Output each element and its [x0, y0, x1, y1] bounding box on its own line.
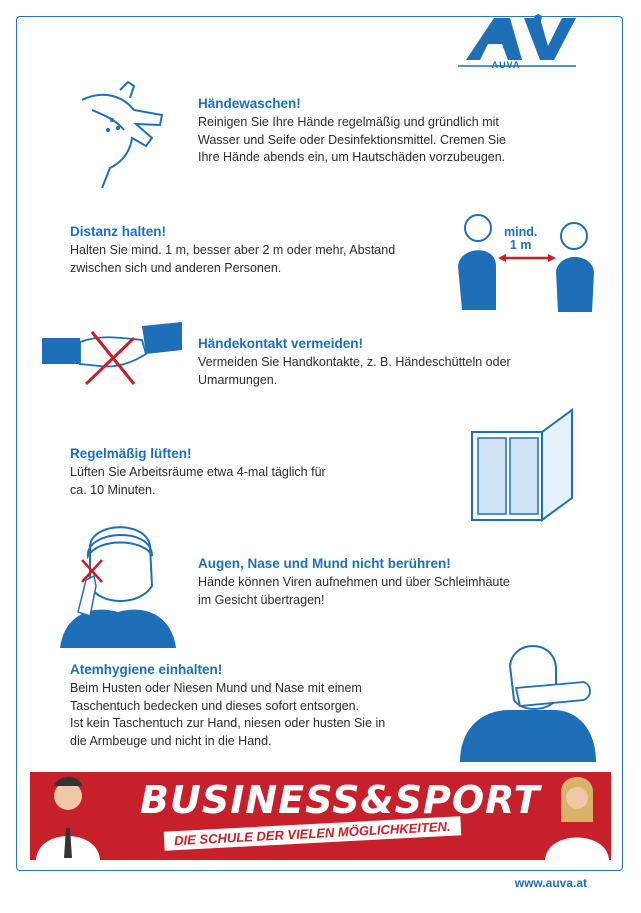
hand-washing-icon [72, 80, 172, 190]
handshake-crossed-icon [42, 320, 182, 390]
section-body: Halten Sie mind. 1 m, besser aber 2 m oder mehr, Abstand zwischen sich und anderen Personen. [70, 243, 396, 275]
distance-label-line2: 1 m [509, 238, 532, 252]
section-title: Augen, Nase und Mund nicht berühren! [198, 556, 451, 571]
section-title: Atemhygiene einhalten! [70, 662, 223, 677]
section-handwashing [198, 96, 506, 167]
section-body: Reinigen Sie Ihre Hände regelmäßig und gründlich mit Wasser und Seife oder Desinfektionsmittel. Cremen Sie Ihre Hände abends ein, um Hautschäden vorzubeugen. [198, 115, 507, 164]
section-title: Regelmäßig lüften! [70, 446, 192, 461]
section-respiratory [70, 662, 385, 750]
banner-title: BUSINESS&SPORT [140, 778, 541, 822]
business-sport-banner [30, 772, 611, 860]
open-window-icon [466, 406, 578, 524]
section-body: Beim Husten oder Niesen Mund und Nase mit einem Taschentuch bedecken und dieses sofort entsorgen. Ist kein Taschentuch zur Hand, niesen oder husten Sie in die Armbeuge und nicht in die Hand. [70, 681, 386, 748]
section-body: Vermeiden Sie Handkontakte, z. B. Händeschütteln oder Umarmungen. [198, 355, 511, 387]
footer-url[interactable]: www.auva.at [514, 876, 587, 890]
section-distance [70, 224, 395, 277]
logo-text: AUVA [491, 60, 521, 70]
banner-subtitle: DIE SCHULE DER VIELEN MÖGLICHKEITEN. [164, 816, 461, 850]
section-ventilation [70, 446, 326, 499]
section-title: Händekontakt vermeiden! [198, 336, 364, 351]
distance-illustration-icon [456, 206, 598, 316]
section-face [198, 556, 510, 609]
section-body: Lüften Sie Arbeitsräume etwa 4-mal täglich für ca. 10 Minuten. [70, 465, 326, 497]
section-title: Händewaschen! [198, 96, 301, 111]
section-title: Distanz halten! [70, 224, 167, 239]
distance-label [504, 226, 537, 252]
auva-logo [458, 14, 576, 80]
distance-label-line1: mind. [504, 225, 538, 239]
section-handshake [198, 336, 511, 389]
student-photo-left [30, 772, 110, 860]
section-body: Hände können Viren aufnehmen und über Schleimhäute im Gesicht übertragen! [198, 575, 510, 607]
student-photo-right [541, 772, 611, 860]
sneeze-elbow-icon [460, 630, 600, 762]
face-touch-crossed-icon [60, 516, 178, 648]
